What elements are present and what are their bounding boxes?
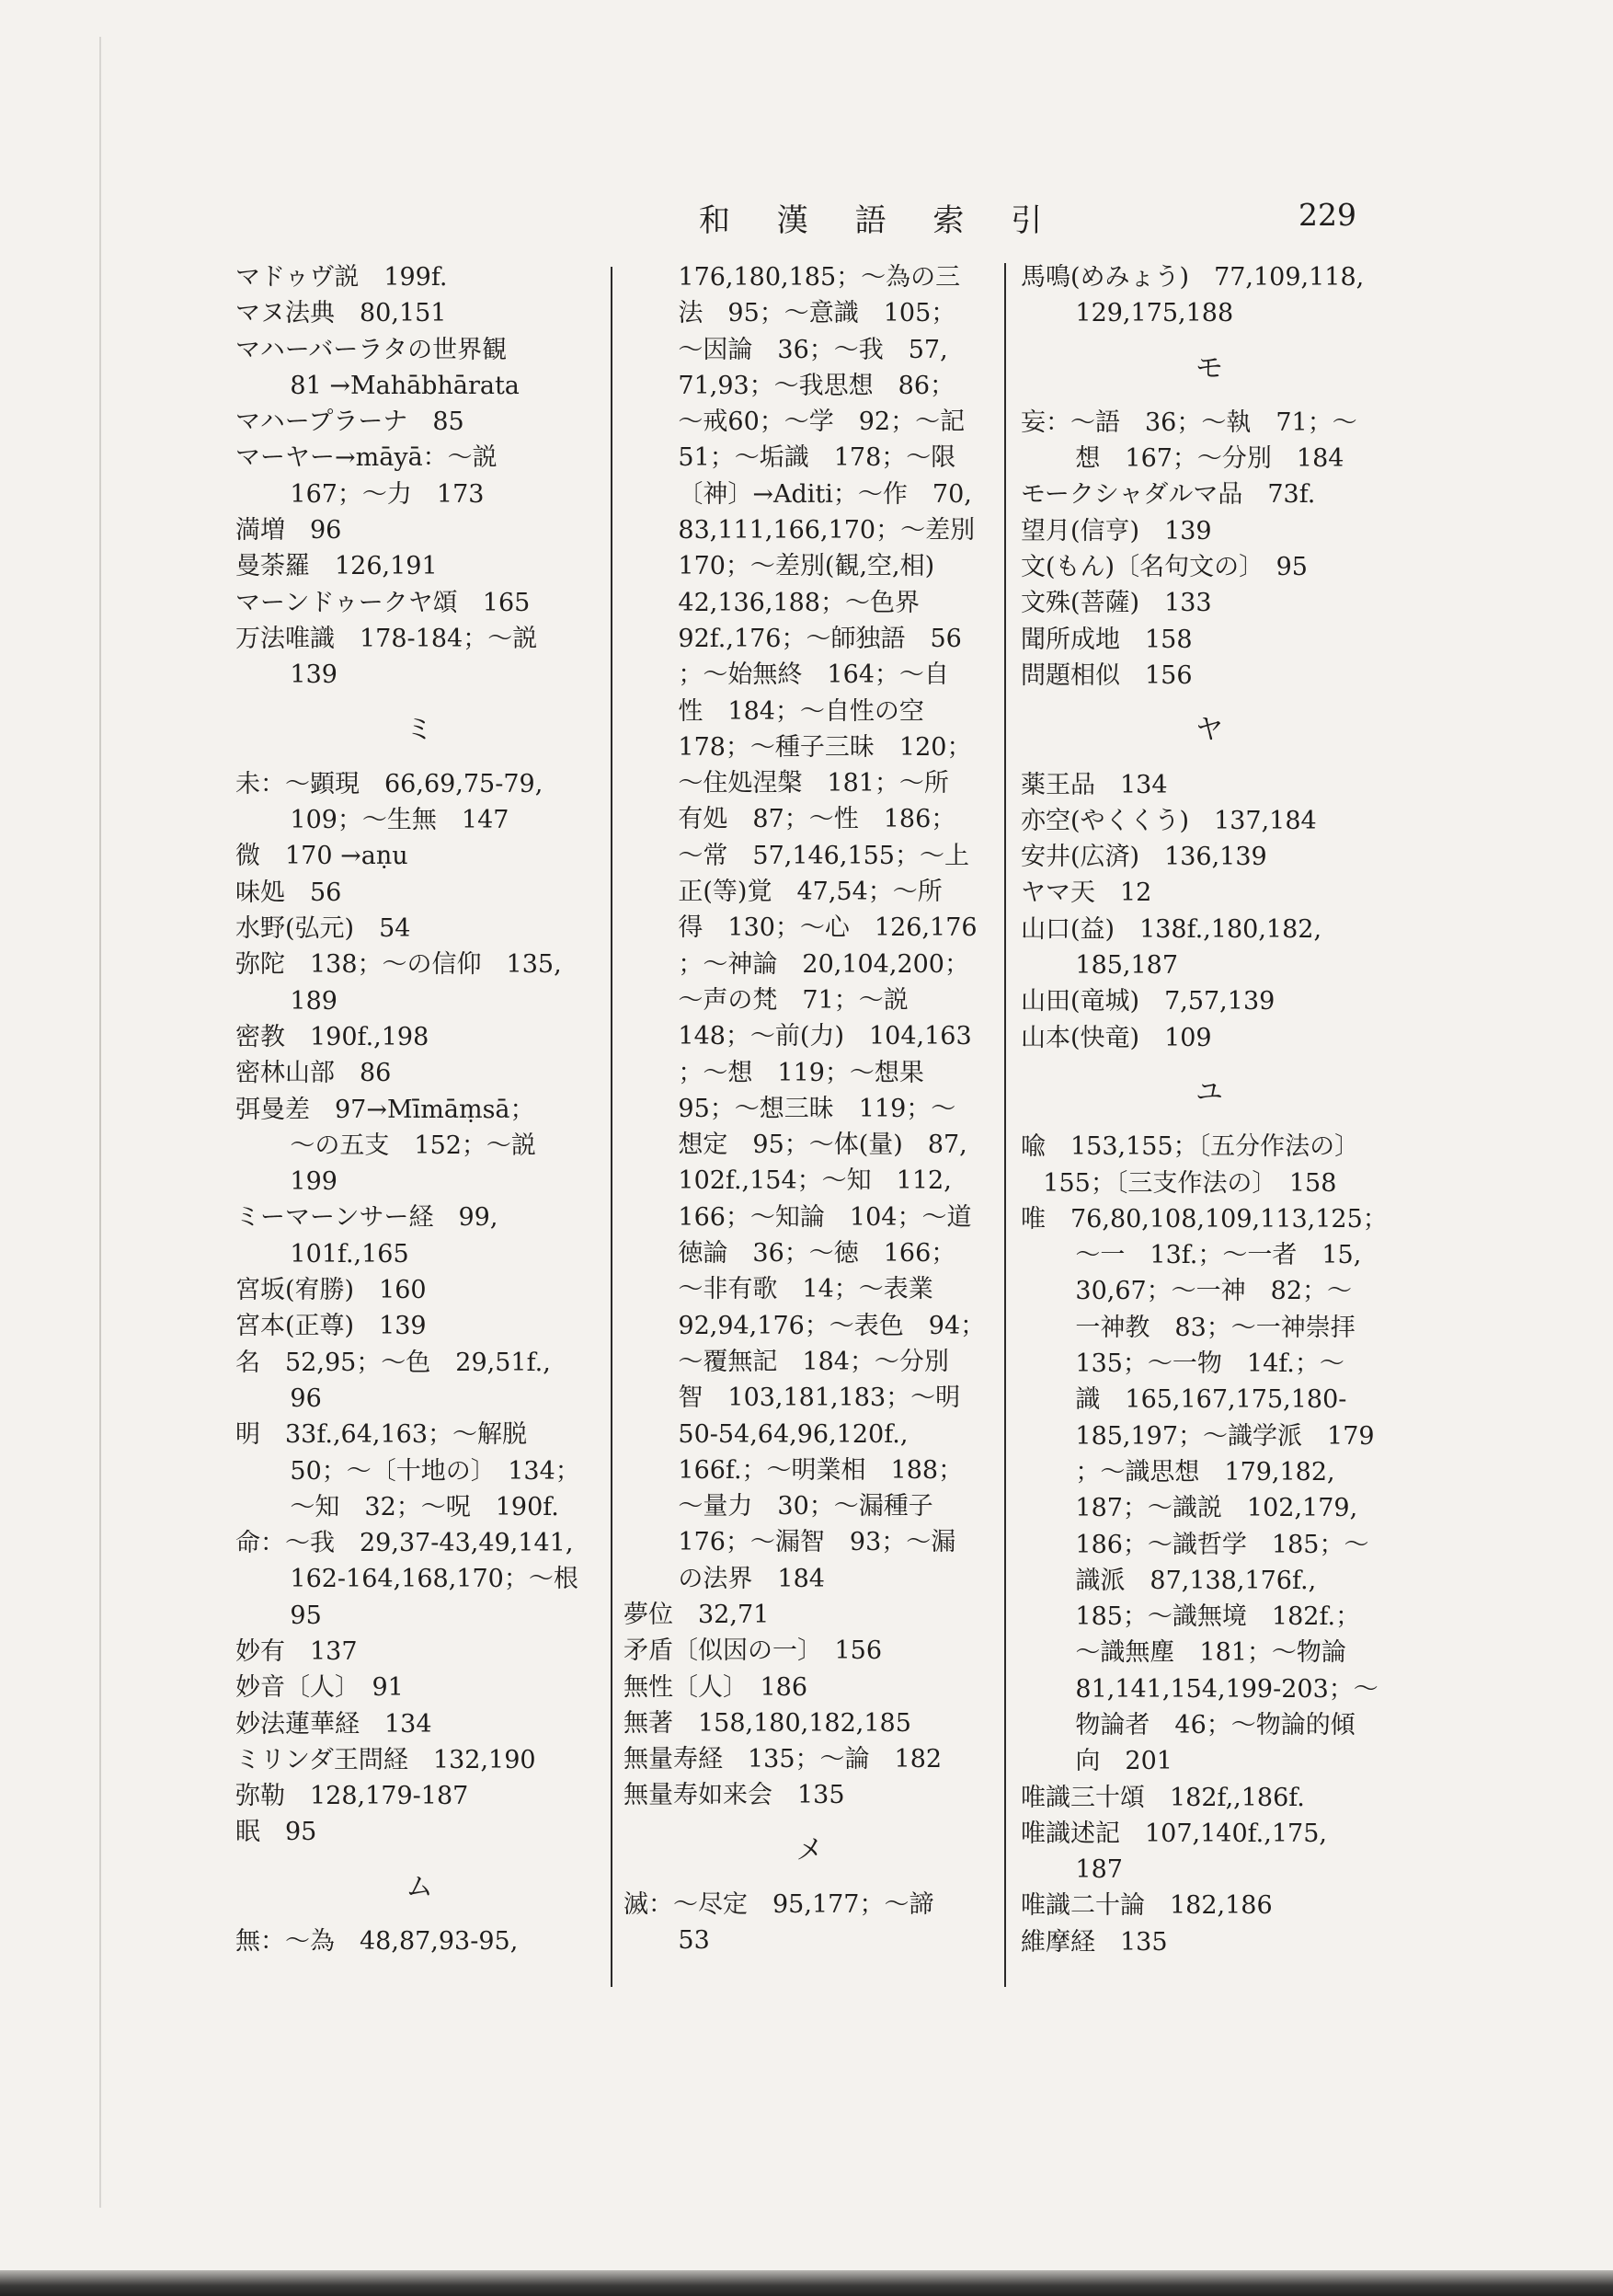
index-entry-line: 無著 158,180,182,185 xyxy=(623,1708,911,1738)
index-entry-line: 弥勒 128,179-187 xyxy=(235,1782,469,1811)
index-entry-line: 一神教 83；～一神崇拝 xyxy=(1075,1313,1356,1342)
index-column-3 xyxy=(1021,259,1398,1960)
index-entry-line: ～戒60；～学 92；～記 xyxy=(678,408,966,437)
index-entry-line: 185,197；～識学派 179 xyxy=(1075,1421,1375,1451)
index-entry-line: 166f.；～明業相 188； xyxy=(678,1455,964,1485)
index-entry-line: 176,180,185；～為の三 xyxy=(678,263,961,292)
index-entry-line: 186；～識哲学 185；～ xyxy=(1075,1530,1369,1559)
index-entry-line: 187 xyxy=(1075,1855,1123,1885)
index-entry-line: ～識無塵 181；～物論 xyxy=(1075,1638,1346,1668)
index-entry-line: 微 170 →aṇu xyxy=(235,842,408,871)
index-entry-line: 維摩経 135 xyxy=(1021,1927,1168,1957)
running-header: 和 漢 語 索 引 xyxy=(699,202,1061,239)
index-entry-line: 正(等)覚 47,54；～所 xyxy=(678,878,943,907)
index-entry-line: マドゥヴ説 199f. xyxy=(235,263,448,292)
index-entry-line: 満増 96 xyxy=(235,516,342,545)
index-entry-line: ；～識思想 179,182, xyxy=(1075,1457,1335,1487)
index-entry-line: 139 xyxy=(290,660,337,690)
index-entry-line: 81 →Mahābhārata xyxy=(290,371,520,400)
page-gutter xyxy=(99,37,101,2208)
index-entry-line: 向 201 xyxy=(1075,1747,1173,1776)
index-entry-line: 92f.,176；～師独語 56 xyxy=(678,624,962,653)
index-entry-line: 無量寿如来会 135 xyxy=(623,1781,845,1810)
index-entry-line: 命：～我 29,37-43,49,141, xyxy=(235,1529,574,1558)
index-entry-line: 129,175,188 xyxy=(1075,299,1234,328)
index-entry-line: 弭曼差 97→Mīmāṃsā； xyxy=(235,1095,535,1124)
index-entry-line: 51；～垢識 178；～限 xyxy=(678,443,956,473)
index-entry-line: 山田(竜城) 7,57,139 xyxy=(1021,987,1276,1016)
index-entry-line: 唯識二十論 182,186 xyxy=(1021,1891,1273,1921)
index-entry-line: ；～想 119；～想果 xyxy=(678,1058,924,1087)
index-entry-line: マハーバーラタの世界観 xyxy=(235,335,508,364)
index-entry-line: 亦空(やくくう) 137,184 xyxy=(1021,806,1317,835)
index-entry-line: 30,67；～一神 82；～ xyxy=(1075,1277,1353,1306)
column-divider xyxy=(1004,263,1006,1987)
index-entry-line: マーヤー→māyā：～説 xyxy=(235,443,498,473)
index-entry-line: 眠 95 xyxy=(235,1818,317,1847)
index-entry-line: 文殊(菩薩) 133 xyxy=(1021,589,1212,618)
index-entry-line: 176；～漏智 93；～漏 xyxy=(678,1528,956,1557)
index-entry-line: 性 184；～自性の空 xyxy=(678,696,924,726)
index-entry-line: ～因論 36；～我 57, xyxy=(678,335,948,364)
index-entry-line: 妄：～語 36；～執 71；～ xyxy=(1021,408,1357,437)
index-entry-line: 喩 153,155；〔五分作法の〕 xyxy=(1021,1132,1360,1162)
index-entry-line: 178；～種子三昧 120； xyxy=(678,732,972,762)
index-entry-line: 想 167；～分別 184 xyxy=(1075,444,1344,474)
index-entry-line: 宮坂(宥勝) 160 xyxy=(235,1276,427,1305)
index-entry-line: 185；～識無境 182f.； xyxy=(1075,1602,1361,1632)
index-entry-line: 71,93；～我思想 86； xyxy=(678,371,955,400)
index-entry-line: 166；～知論 104；～道 xyxy=(678,1202,972,1232)
index-entry-line: の法界 184 xyxy=(678,1564,825,1593)
index-entry-line: 92,94,176；～表色 94； xyxy=(678,1311,986,1340)
index-entry-line: 智 103,181,183；～明 xyxy=(678,1383,961,1413)
index-entry-line: ～非有歌 14；～表業 xyxy=(678,1275,933,1304)
index-entry-line: 山本(快竜) 109 xyxy=(1021,1023,1212,1052)
index-entry-line: ～住処涅槃 181；～所 xyxy=(678,769,949,798)
index-entry-line: 明 33f.,64,163；～解脱 xyxy=(235,1420,528,1450)
index-entry-line: 密林山部 86 xyxy=(235,1059,392,1088)
index-entry-line: 無量寿経 135；～論 182 xyxy=(623,1745,943,1774)
index-entry-line: 185,187 xyxy=(1075,951,1179,981)
kana-section-heading: ユ xyxy=(1195,1075,1223,1108)
index-column-1 xyxy=(235,259,603,1959)
index-entry-line: 安井(広済) 136,139 xyxy=(1021,843,1267,872)
index-entry-line: 密教 190f.,198 xyxy=(235,1022,429,1051)
index-entry-line: 唯識三十頌 182f,,186f. xyxy=(1021,1783,1305,1812)
index-entry-line: ～一 13f.；～一者 15, xyxy=(1075,1241,1362,1270)
index-entry-line: 109；～生無 147 xyxy=(290,806,509,835)
index-entry-line: 50；～〔十地の〕 134； xyxy=(290,1456,580,1486)
index-entry-line: 155；〔三支作法の〕 158 xyxy=(1043,1168,1337,1198)
index-entry-line: マハープラーナ 85 xyxy=(235,408,464,437)
index-entry-line: 162-164,168,170；～根 xyxy=(290,1565,578,1594)
index-entry-line: 宮本(正尊) 139 xyxy=(235,1312,427,1341)
index-entry-line: 望月(信亨) 139 xyxy=(1021,516,1212,545)
index-entry-line: 95；～想三昧 119；～ xyxy=(678,1094,956,1123)
index-entry-line: 矛盾〔似因の一〕 156 xyxy=(623,1636,883,1666)
index-entry-line: 42,136,188；～色界 xyxy=(678,588,920,617)
index-entry-line: 唯 76,80,108,109,113,125； xyxy=(1021,1204,1388,1234)
index-entry-line: ミーマーンサー経 99, xyxy=(235,1203,498,1233)
index-entry-line: 83,111,166,170；～差別 xyxy=(678,516,976,545)
index-entry-line: 薬王品 134 xyxy=(1021,770,1168,799)
index-entry-line: 53 xyxy=(678,1926,710,1956)
index-entry-line: マヌ法典 80,151 xyxy=(235,299,447,328)
index-entry-line: 167；～力 173 xyxy=(290,479,485,509)
kana-section-heading: モ xyxy=(1195,351,1223,385)
index-entry-line: 物論者 46；～物論的傾 xyxy=(1075,1710,1356,1739)
index-entry-line: 徳論 36；～徳 166； xyxy=(678,1239,956,1269)
index-entry-line: 法 95；～意識 105； xyxy=(678,299,956,328)
index-entry-line: ～声の梵 71；～説 xyxy=(678,985,909,1015)
index-entry-line: 無性〔人〕 186 xyxy=(623,1672,808,1702)
index-entry-line: 唯識述記 107,140f.,175, xyxy=(1021,1819,1327,1848)
index-entry-line: 馬鳴(めみょう) 77,109,118, xyxy=(1021,263,1365,292)
index-entry-line: 妙法蓮華経 134 xyxy=(235,1709,432,1739)
index-entry-line: 識 165,167,175,180- xyxy=(1075,1385,1347,1415)
index-entry-line: 万法唯識 178-184；～説 xyxy=(235,624,538,653)
scan-edge-shadow xyxy=(0,2270,1613,2296)
index-entry-line: 170；～差別(観,空,相) xyxy=(678,552,935,581)
index-entry-line: ～の五支 152；～説 xyxy=(290,1131,536,1160)
index-entry-line: 山口(益) 138f.,180,182, xyxy=(1021,914,1322,944)
index-entry-line: 187；～識説 102,179, xyxy=(1075,1494,1358,1523)
index-entry-line: 96 xyxy=(290,1383,322,1413)
index-entry-line: 〔神〕→Aditi；～作 70, xyxy=(678,479,972,509)
index-entry-line: 水野(弘元) 54 xyxy=(235,914,411,944)
index-entry-line: 未：～顕現 66,69,75-79, xyxy=(235,769,543,798)
index-entry-line: 50-54,64,96,120f., xyxy=(678,1419,909,1449)
index-entry-line: 曼荼羅 126,191 xyxy=(235,552,438,581)
kana-section-heading: ム xyxy=(406,1870,433,1903)
index-entry-line: ；～神論 20,104,200； xyxy=(678,949,969,979)
index-entry-line: 滅：～尽定 95,177；～諦 xyxy=(623,1890,934,1920)
index-entry-line: 名 52,95；～色 29,51f., xyxy=(235,1348,551,1377)
index-entry-line: ；～始無終 164；～自 xyxy=(678,660,949,690)
kana-section-heading: ミ xyxy=(406,713,433,746)
index-entry-line: 弥陀 138；～の信仰 135, xyxy=(235,950,562,980)
index-entry-line: 199 xyxy=(290,1167,337,1197)
index-entry-line: 聞所成地 158 xyxy=(1021,625,1193,654)
index-entry-line: 148；～前(力) 104,163 xyxy=(678,1022,972,1051)
index-entry-line: ヤマ天 12 xyxy=(1021,878,1152,908)
index-entry-line: 無：～為 48,87,93-95, xyxy=(235,1927,519,1957)
index-entry-line: 95 xyxy=(290,1601,322,1630)
index-entry-line: ～知 32；～呪 190f. xyxy=(290,1492,559,1521)
index-entry-line: 味処 56 xyxy=(235,878,342,907)
index-entry-line: ～量力 30；～漏種子 xyxy=(678,1492,933,1521)
index-entry-line: 101f.,165 xyxy=(290,1239,409,1269)
index-entry-line: モークシャダルマ品 73f. xyxy=(1021,480,1316,510)
index-entry-line: 102f.,154；～知 112, xyxy=(678,1166,952,1196)
index-entry-line: ミリンダ王問経 132,190 xyxy=(235,1745,536,1774)
index-entry-line: 妙有 137 xyxy=(235,1636,358,1666)
kana-section-heading: メ xyxy=(795,1833,824,1866)
index-entry-line: ～常 57,146,155；～上 xyxy=(678,841,969,870)
index-entry-line: 夢位 32,71 xyxy=(623,1600,770,1629)
column-divider xyxy=(611,267,612,1987)
index-entry-line: マーンドゥークヤ頌 165 xyxy=(235,588,531,617)
index-entry-line: 問題相似 156 xyxy=(1021,660,1193,690)
index-column-2 xyxy=(623,259,996,1959)
index-entry-line: 得 130；～心 126,176 xyxy=(678,913,978,943)
index-entry-line: 妙音〔人〕 91 xyxy=(235,1673,404,1703)
index-entry-line: 有処 87；～性 186； xyxy=(678,805,956,834)
index-entry-line: 135；～一物 14f.；～ xyxy=(1075,1349,1344,1379)
index-entry-line: 81,141,154,199-203；～ xyxy=(1075,1674,1378,1704)
page-number: 229 xyxy=(1298,197,1356,233)
index-entry-line: 189 xyxy=(290,986,337,1016)
index-entry-line: 識派 87,138,176f., xyxy=(1075,1566,1317,1595)
index-entry-line: ～覆無記 184；～分別 xyxy=(678,1347,949,1376)
index-entry-line: 文(もん)〔名句文の〕 95 xyxy=(1021,553,1308,582)
kana-section-heading: ヤ xyxy=(1195,714,1223,747)
index-entry-line: 想定 95；～体(量) 87, xyxy=(678,1131,967,1160)
